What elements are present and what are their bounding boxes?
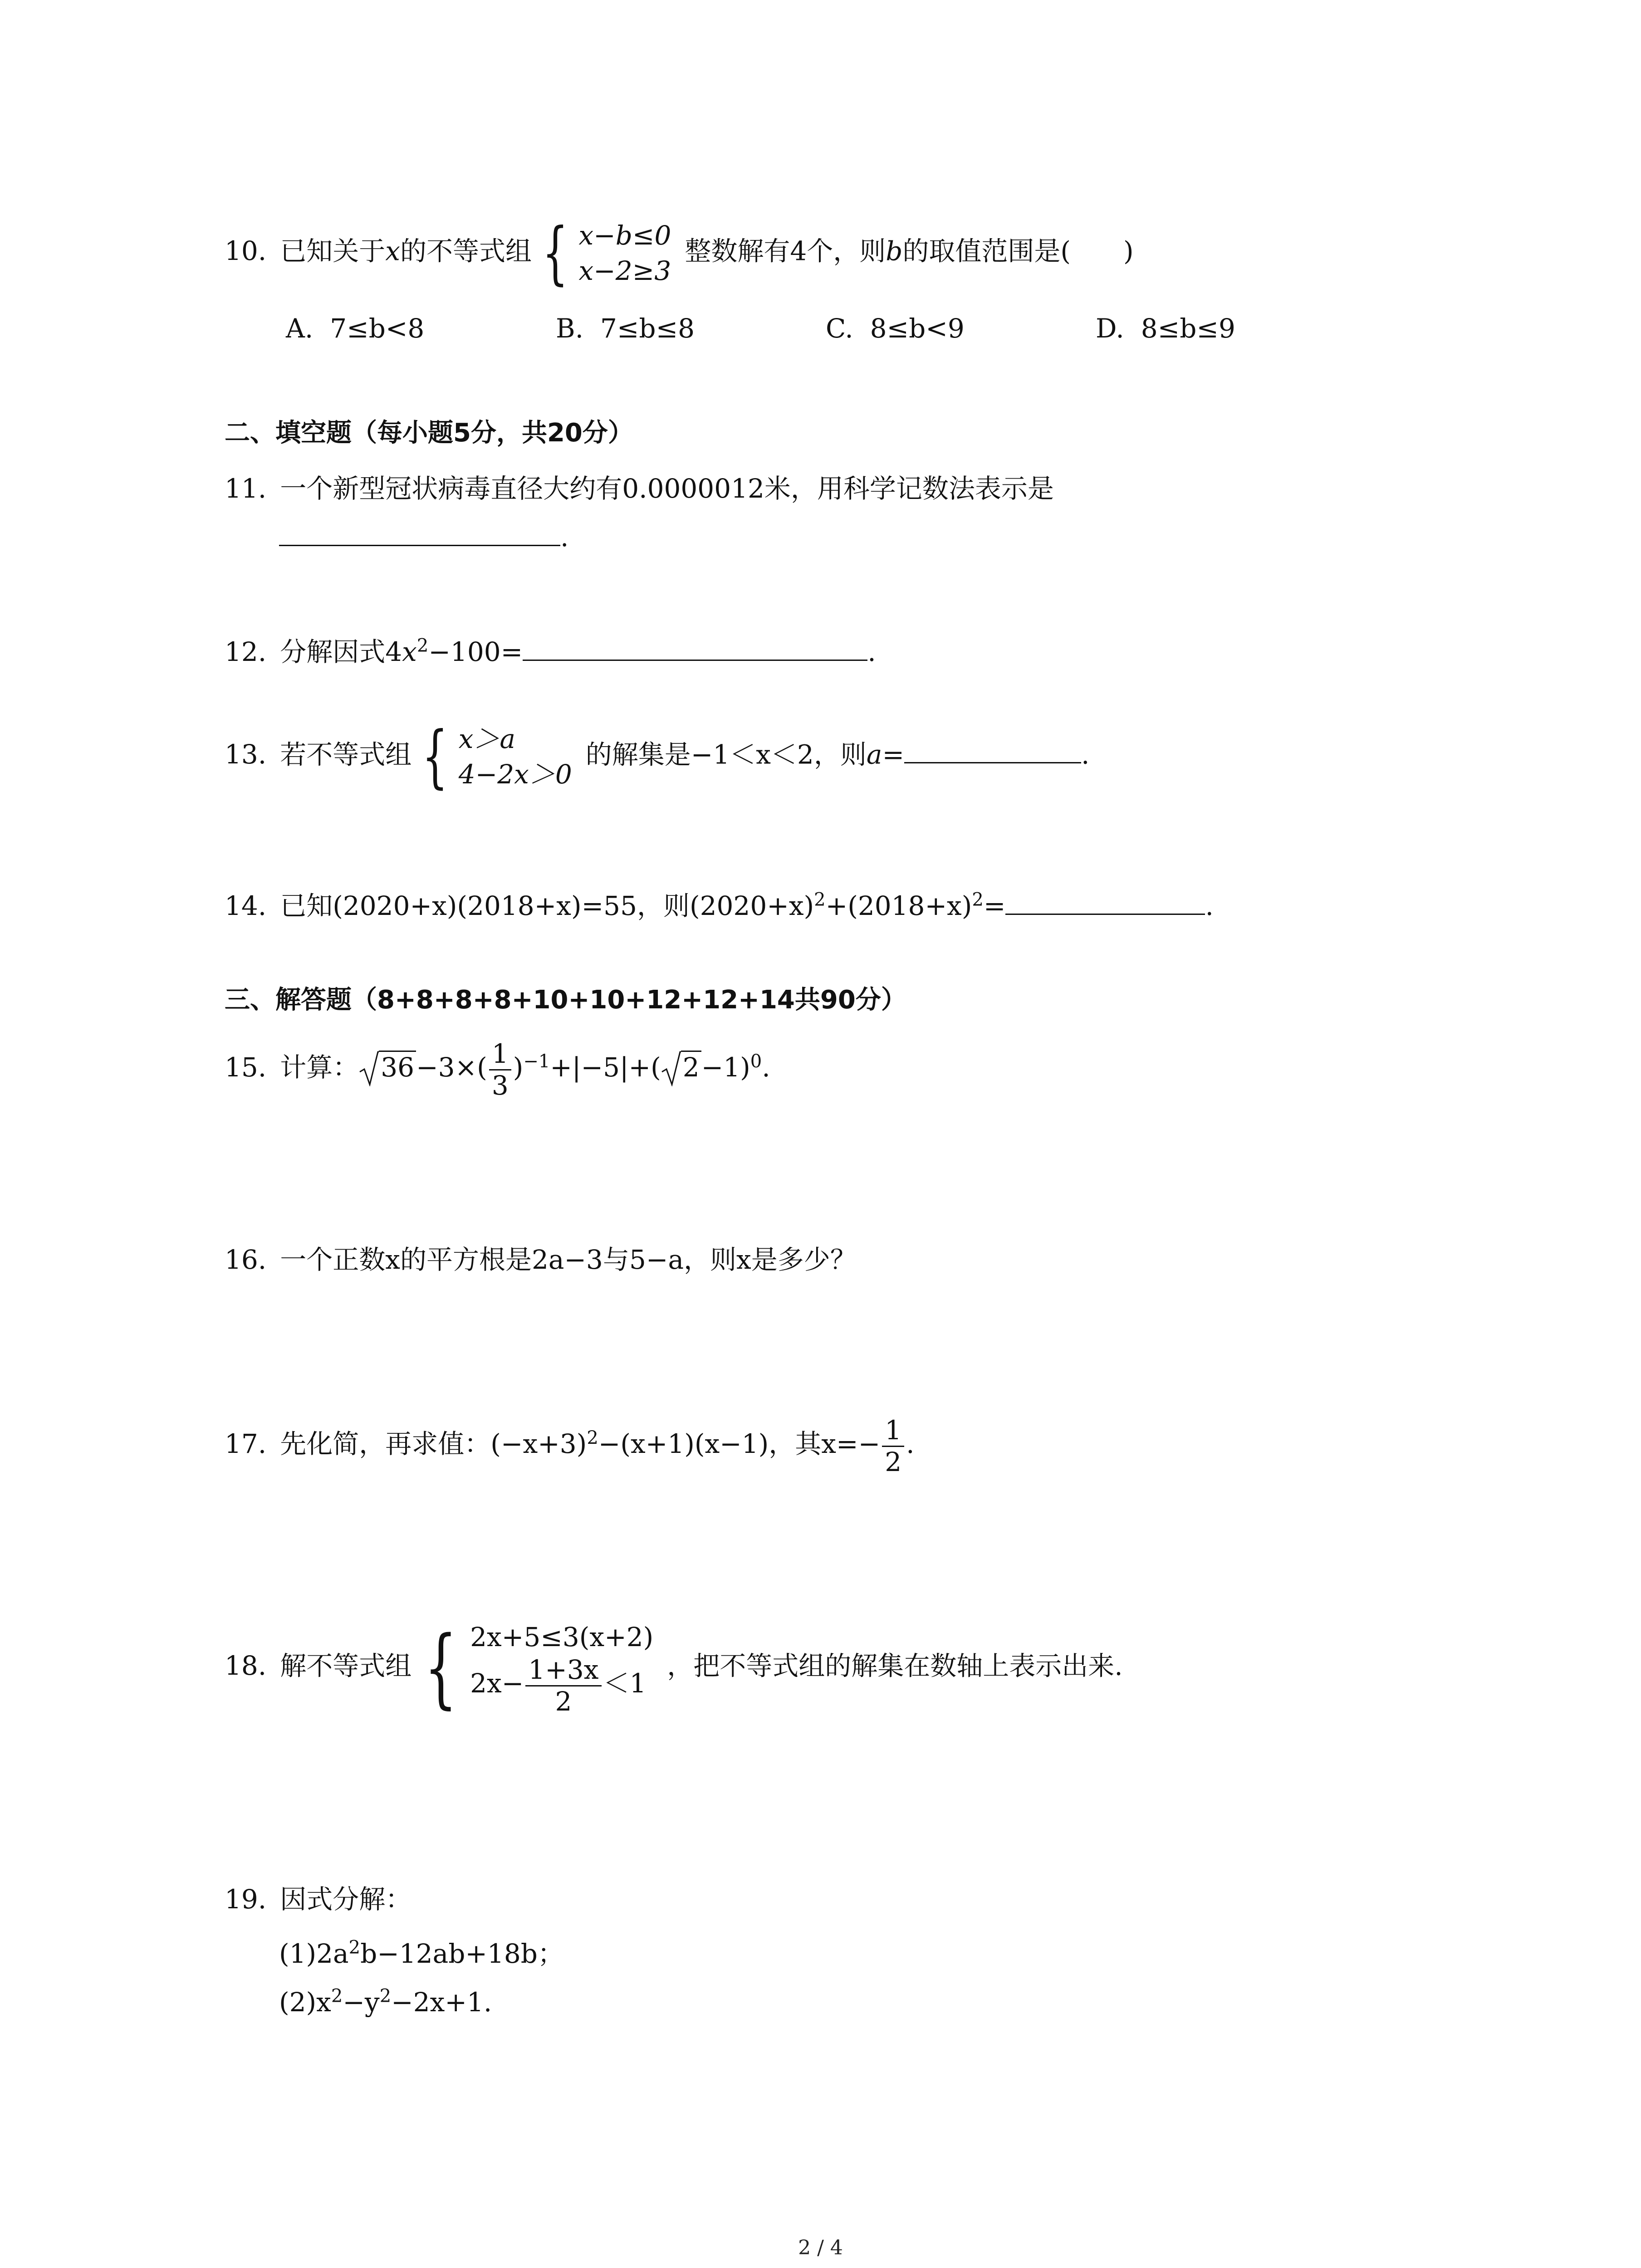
- section-title: 三、解答题（8+8+8+8+10+10+12+12+14共90分）: [225, 985, 906, 1015]
- variable-b: b: [886, 235, 903, 267]
- sub-question-1: $(1)2a^2b-12ab+18b$；: [279, 1937, 564, 1969]
- question-19: 19. 因式分解：: [225, 1884, 412, 1915]
- question-14: 14. 已知(2020+x)(2018+x)=55，则$(2020+x)^2+(2018+x)^2=$ .: [225, 889, 1214, 921]
- inequality-system: x＞a 4−2x＞0: [458, 723, 572, 790]
- question-text: 的取值范围是( ): [902, 235, 1134, 267]
- question-text: 一个新型冠状病毒直径大约有0.0000012米，用科学记数法表示是: [280, 473, 1054, 504]
- page-number: 2 / 4: [798, 2236, 843, 2259]
- question-number: 19.: [225, 1884, 267, 1915]
- answer-blank[interactable]: [904, 758, 1081, 763]
- sqrt-icon: 36: [359, 1052, 416, 1083]
- sub-question-2: $(2)x^2-y^2-2x+1$.: [279, 1985, 492, 2018]
- question-number: 16.: [225, 1244, 267, 1275]
- question-text: 的不等式组: [400, 235, 532, 267]
- question-number: 11.: [225, 473, 267, 504]
- brace-icon: {: [424, 1618, 457, 1718]
- system-line-1: x−b≤0: [578, 220, 671, 251]
- option-c[interactable]: C. 8≤b<9: [826, 313, 965, 344]
- fraction: $\frac{1}{3}$: [489, 1039, 511, 1100]
- question-12: 12. 分解因式$4x^2-100=$ .: [225, 635, 876, 667]
- fraction: $\frac{1}{2}$: [882, 1415, 904, 1477]
- answer-line[interactable]: .: [279, 522, 568, 552]
- brace-icon: {: [542, 214, 568, 293]
- system-line-2: x−2≥3: [578, 255, 671, 287]
- question-number: 14.: [225, 890, 267, 921]
- variable-x: x: [385, 235, 400, 267]
- question-number: 15.: [225, 1052, 267, 1083]
- option-a[interactable]: A. 7≤b<8: [286, 313, 425, 344]
- answer-blank[interactable]: [1005, 909, 1205, 915]
- sqrt-icon: 2: [661, 1052, 701, 1083]
- section-title: 二、填空题（每小题5分，共20分）: [225, 418, 633, 448]
- question-number: 18.: [225, 1650, 267, 1681]
- inequality-system: 2x+5≤3(x+2) 2x− $\frac{1+3x}{2}$ ＜1: [470, 1622, 654, 1717]
- question-text: 已知关于: [280, 235, 386, 267]
- question-17: 17. 先化简，再求值：$(-x+3)^2-(x+1)(x-1)$，其x=− $\frac{1}{2}$ .: [225, 1415, 915, 1477]
- question-number: 12.: [225, 636, 267, 667]
- question-11: [225, 467, 1054, 505]
- question-15: 15. 计算： 36−3×( $\frac{1}{3}$ )$^{-1}$+|−5|+( 2−1)$^0$.: [225, 1038, 770, 1101]
- question-13: 13. 若不等式组 { x＞a 4−2x＞0 的解集是−1＜x＜2，则a= .: [225, 717, 1090, 797]
- question-text: 整数解有4个，则: [685, 235, 886, 267]
- question-16: 16. 一个正数x的平方根是2a−3与5−a，则x是多少？: [225, 1244, 857, 1275]
- option-d[interactable]: D. 8≤b≤9: [1096, 313, 1235, 344]
- question-18: 18. 解不等式组 { 2x+5≤3(x+2) 2x− $\frac{1+3x}{2}$ ＜1 ，把不等式组的解集在数轴上表示出来.: [225, 1618, 1123, 1718]
- brace-icon: {: [422, 717, 448, 797]
- question-10: [225, 214, 1134, 293]
- inequality-system: [578, 218, 671, 289]
- question-number: 17.: [225, 1428, 267, 1460]
- question-number: 10.: [225, 235, 267, 267]
- answer-blank[interactable]: [523, 655, 867, 661]
- question-number: 13.: [225, 739, 267, 770]
- option-b[interactable]: B. 7≤b≤8: [556, 313, 695, 344]
- fraction: $\frac{1+3x}{2}$: [525, 1655, 601, 1716]
